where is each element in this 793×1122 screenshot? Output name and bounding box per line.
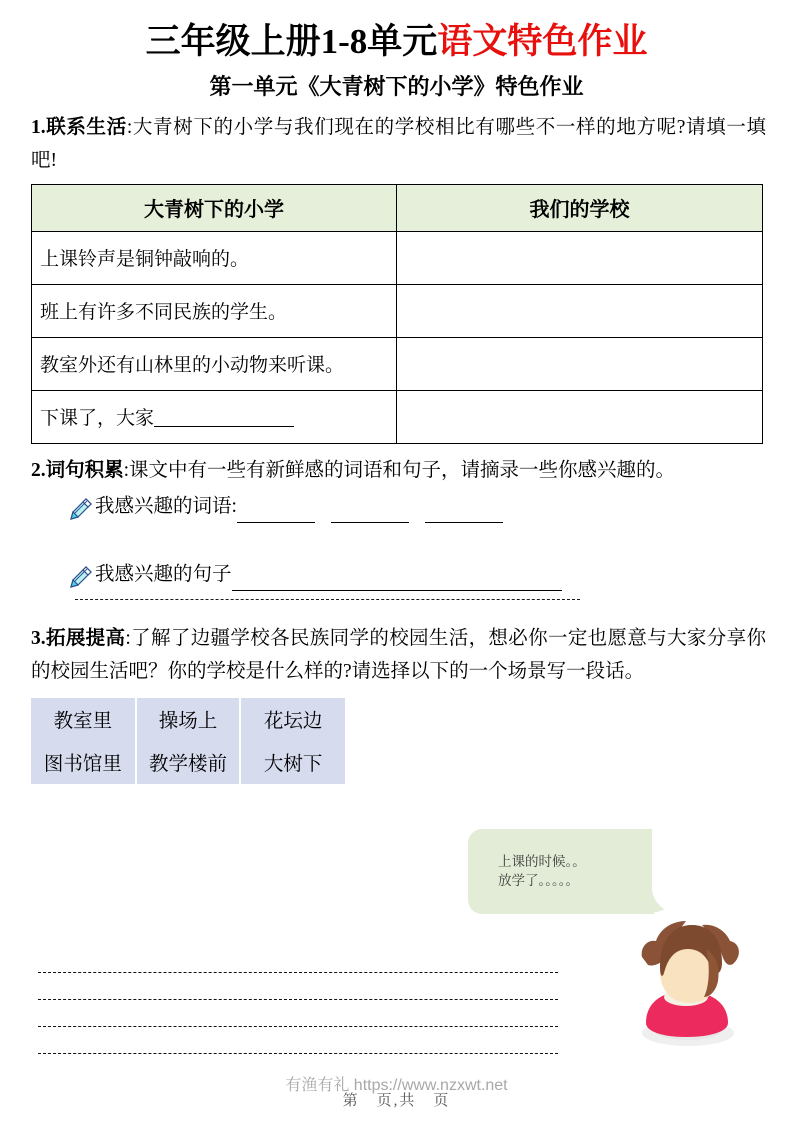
scene-option[interactable]: 图书馆里 <box>31 741 136 784</box>
table-row <box>32 337 763 390</box>
speech-bubble-line1: 上课的时候。。 <box>498 854 586 869</box>
sentence-continuation-line[interactable] <box>75 599 580 600</box>
speech-bubble-notch <box>652 827 688 916</box>
word-blank[interactable] <box>425 506 503 523</box>
girl-avatar-icon <box>616 905 766 1055</box>
speech-bubble-text <box>498 852 586 890</box>
section1-text: :大青树下的小学与我们现在的学校相比有哪些不一样的地方呢?请填一填吧! <box>31 116 766 171</box>
table-cell-statement: 班上有许多不同民族的学生。 <box>32 284 397 337</box>
page-footer: 第 页,共 页 <box>342 1093 451 1109</box>
page-title-black: 三年级上册1-8单元 <box>145 22 438 61</box>
table-cell-answer[interactable] <box>397 390 763 443</box>
watermark: 有渔有礼 https://www.nzxwt.net <box>285 1077 508 1094</box>
answer-line[interactable] <box>38 1053 558 1054</box>
answer-line[interactable] <box>38 1026 558 1027</box>
table-cell-statement <box>32 390 397 443</box>
table-row <box>32 284 763 337</box>
page-title <box>0 0 793 62</box>
worksheet-content <box>0 111 793 784</box>
section2-lead: 2.词句积累 <box>31 459 124 481</box>
table-row <box>32 390 763 443</box>
answer-line[interactable] <box>38 999 558 1000</box>
table-cell-answer[interactable] <box>397 337 763 390</box>
sentence-collect-row <box>31 559 766 591</box>
pencil-icon <box>67 565 93 591</box>
section3-text: :了解了边疆学校各民族同学的校园生活，想必你一定也愿意与大家分享你的校园生活吧？你的学校是什么样的?请选择以下的一个场景写一段话。 <box>31 627 766 682</box>
table-header-cell: 大青树下的小学 <box>32 184 397 231</box>
scene-row <box>31 741 345 784</box>
section3-lead: 3.拓展提高 <box>31 627 126 649</box>
scene-row <box>31 698 345 741</box>
answer-line[interactable] <box>38 972 558 973</box>
scene-option[interactable]: 大树下 <box>263 754 323 776</box>
word-blank[interactable] <box>331 506 409 523</box>
scene-options-wrap <box>31 698 766 784</box>
section2-prompt <box>31 454 766 487</box>
scene-option[interactable]: 操场上 <box>136 698 241 741</box>
speech-bubble-line2: 放学了。。。。。 <box>498 873 579 888</box>
scene-option[interactable]: 教室里 <box>31 698 136 741</box>
section2-text: :课文中有一些有新鲜感的词语和句子，请摘录一些你感兴趣的。 <box>123 459 676 481</box>
scene-option[interactable]: 花坛边 <box>263 711 323 733</box>
table-cell-statement: 教室外还有山林里的小动物来听课。 <box>32 337 397 390</box>
word-collect-row <box>31 491 766 523</box>
word-collect-label: 我感兴趣的词语: <box>95 495 237 517</box>
section1-lead: 1.联系生活 <box>31 116 127 138</box>
sentence-blank[interactable] <box>232 574 562 591</box>
comparison-table <box>31 184 763 444</box>
table-cell-statement-text: 下课了，大家 <box>40 408 155 430</box>
table-header-row <box>32 184 763 231</box>
speech-bubble <box>468 829 654 914</box>
sentence-collect-label: 我感兴趣的句子 <box>95 563 232 585</box>
section3-prompt <box>31 622 766 688</box>
fill-blank[interactable] <box>154 411 294 427</box>
page-subtitle: 第一单元《大青树下的小学》特色作业 <box>209 74 584 100</box>
table-row <box>32 231 763 284</box>
scene-option[interactable]: 教学楼前 <box>136 741 241 784</box>
table-header-cell: 我们的学校 <box>397 184 763 231</box>
table-cell-answer[interactable] <box>397 284 763 337</box>
answer-lines <box>38 972 558 1080</box>
pencil-icon <box>67 497 93 523</box>
scene-options-table <box>31 698 345 784</box>
page-title-red: 语文特色作业 <box>437 22 648 61</box>
table-cell-statement: 上课铃声是铜钟敲响的。 <box>32 231 397 284</box>
section1-prompt <box>31 111 766 177</box>
word-blank[interactable] <box>237 506 315 523</box>
table-cell-answer[interactable] <box>397 231 763 284</box>
